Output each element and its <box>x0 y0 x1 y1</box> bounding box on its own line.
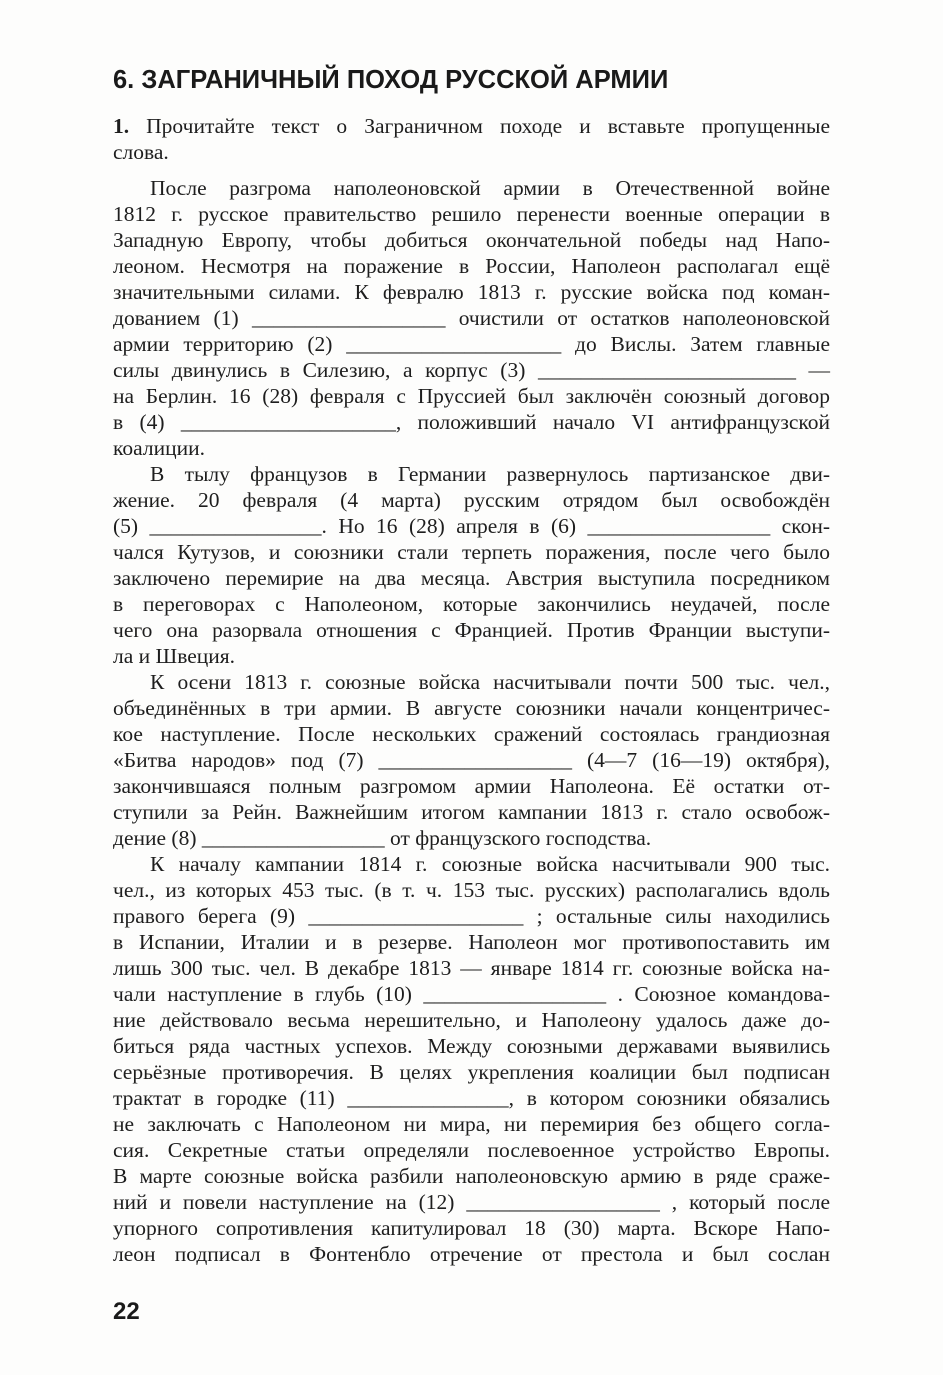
line-segment: Прочитайте текст о Заграничном походе и вставьте пропущенные <box>146 114 830 138</box>
line-segment: армии территорию (2) <box>113 332 347 356</box>
text-line: коалиции. <box>113 436 205 460</box>
text-line <box>113 825 830 851</box>
text-line: объединённых в три армии. В августе союзники начали концентричес- <box>113 696 830 720</box>
text-line: К началу кампании 1814 г. союзные войска насчитывали 900 тыс. <box>150 852 830 876</box>
text-line <box>113 357 830 383</box>
line-segment: . Но 16 (28) апреля в (6) <box>321 514 588 538</box>
blank-3: ________________________ <box>537 358 796 382</box>
text-line: ла и Швеция. <box>113 644 236 668</box>
blank-12: __________________ <box>466 1190 660 1214</box>
text-line: слова. <box>113 140 169 164</box>
line-segment: до Вислы. Затем главные <box>561 332 830 356</box>
text-line: значительными силами. К февралю 1813 г. русские войска под коман- <box>113 280 830 304</box>
text-line <box>113 331 830 357</box>
line-segment: скон- <box>770 514 830 538</box>
text-line <box>113 113 830 139</box>
text-line: В марте союзные войска разбили наполеоновскую армию в ряде сраже- <box>113 1164 830 1188</box>
text-line: чего она разорвала отношения с Францией. Против Франции выступи- <box>113 618 830 642</box>
paragraph-2 <box>113 461 830 669</box>
text-line: упорного сопротивления капитулировал 18 (30) марта. Вскоре Напо- <box>113 1216 830 1240</box>
line-segment: в (4) <box>113 410 181 434</box>
text-line <box>113 305 830 331</box>
line-segment: очистили от остатков наполеоновской <box>445 306 830 330</box>
line-segment: — <box>795 358 831 382</box>
text-line: После разгрома наполеоновской армии в Отечественной войне <box>150 176 830 200</box>
page-number: 22 <box>113 1298 140 1325</box>
line-segment: трактат в городке (11) <box>113 1086 348 1110</box>
text-line <box>113 981 830 1007</box>
text-line: 1812 г. русское правительство решило перенести военные операции в <box>113 202 830 226</box>
line-segment: , в котором союзники обязались <box>508 1086 830 1110</box>
blank-4: ____________________ <box>180 410 396 434</box>
blank-8: _________________ <box>201 826 385 850</box>
reading-text <box>113 175 830 1267</box>
line-segment: , положивший начало VI антифранцузской <box>395 410 830 434</box>
paragraph-4 <box>113 851 830 1267</box>
text-line: жение. 20 февраля (4 марта) русским отрядом был освобождён <box>113 488 830 512</box>
text-line: Западную Европу, чтобы добиться окончательной победы над Напо- <box>113 228 830 252</box>
text-line: на Берлин. 16 (28) февраля с Пруссией был заключён союзный договор <box>113 384 830 408</box>
blank-11: _______________ <box>347 1086 509 1110</box>
text-line: в Испании, Италии и в резерве. Наполеон мог противопоставить им <box>113 930 830 954</box>
text-line: заключено перемирие на два месяца. Австрия выступила посредником <box>113 566 830 590</box>
line-segment: (4—7 (16—19) октября), <box>572 748 830 772</box>
blank-9: ____________________ <box>308 904 524 928</box>
text-line: кое наступление. После нескольких сражений состоялась грандиозная <box>113 722 830 746</box>
text-line <box>113 1085 830 1111</box>
task-instruction <box>113 113 830 165</box>
paragraph-3 <box>113 669 830 851</box>
line-segment: дение (8) <box>113 826 202 850</box>
text-line: сия. Секретные статьи определяли послевоенное устройство Европы. <box>113 1138 830 1162</box>
text-line <box>113 513 830 539</box>
line-segment: правого берега (9) <box>113 904 309 928</box>
line-segment: , который после <box>659 1190 830 1214</box>
paragraph-1 <box>113 175 830 461</box>
line-segment: «Битва народов» под (7) <box>113 748 379 772</box>
text-line: лишь 300 тыс. чел. В декабре 1813 — январе 1814 гг. союзные войска на- <box>113 956 830 980</box>
text-line <box>113 747 830 773</box>
text-line: леоном. Несмотря на поражение в России, Наполеон располагал ещё <box>113 254 830 278</box>
line-segment: чали наступление в глубь (10) <box>113 982 424 1006</box>
text-line <box>113 1189 830 1215</box>
text-line: в переговорах с Наполеоном, которые закончились неудачей, после <box>113 592 830 616</box>
text-line: чался Кутузов, и союзники стали терпеть поражения, после чего было <box>113 540 830 564</box>
blank-10: _________________ <box>423 982 607 1006</box>
text-line: биться ряда частных успехов. Между союзными державами выявились <box>113 1034 830 1058</box>
blank-6: _________________ <box>587 514 771 538</box>
text-line: чел., из которых 453 тыс. (в т. ч. 153 тыс. русских) располагались вдоль <box>113 878 830 902</box>
text-line: К осени 1813 г. союзные войска насчитывали почти 500 тыс. чел., <box>150 670 830 694</box>
text-line: ступили за Рейн. Важнейшим итогом кампании 1813 г. стало освобож- <box>113 800 830 824</box>
blank-1: __________________ <box>251 306 446 330</box>
blank-7: __________________ <box>378 748 573 772</box>
text-line: закончившаяся полным разгромом армии Наполеона. Её остатки от- <box>113 774 830 798</box>
line-segment: (5) <box>113 514 150 538</box>
blank-2: ____________________ <box>346 332 562 356</box>
text-line: не заключать с Наполеоном ни мира, ни перемирия без общего согла- <box>113 1112 830 1136</box>
section-title: 6. ЗАГРАНИЧНЫЙ ПОХОД РУССКОЙ АРМИИ <box>113 66 669 94</box>
line-segment: . Союзное командова- <box>606 982 830 1006</box>
text-line <box>113 409 830 435</box>
line-segment: силы двинулись в Силезию, а корпус (3) <box>113 358 538 382</box>
text-line: ние действовало весьма нерешительно, и Наполеону удалось даже до- <box>113 1008 830 1032</box>
line-segment: ; остальные силы находились <box>523 904 830 928</box>
text-line <box>113 903 830 929</box>
task-number: 1. <box>113 114 130 138</box>
text-line: серьёзные противоречия. В целях укрепления коалиции был подписан <box>113 1060 830 1084</box>
blank-5: ________________ <box>149 514 322 538</box>
line-segment: дованием (1) <box>113 306 252 330</box>
line-segment: ний и повели наступление на (12) <box>113 1190 467 1214</box>
text-line: В тылу французов в Германии развернулось партизанское дви- <box>150 462 830 486</box>
line-segment: от французского господства. <box>384 826 652 850</box>
text-line: леон подписал в Фонтенбло отречение от престола и был сослан <box>113 1242 830 1266</box>
